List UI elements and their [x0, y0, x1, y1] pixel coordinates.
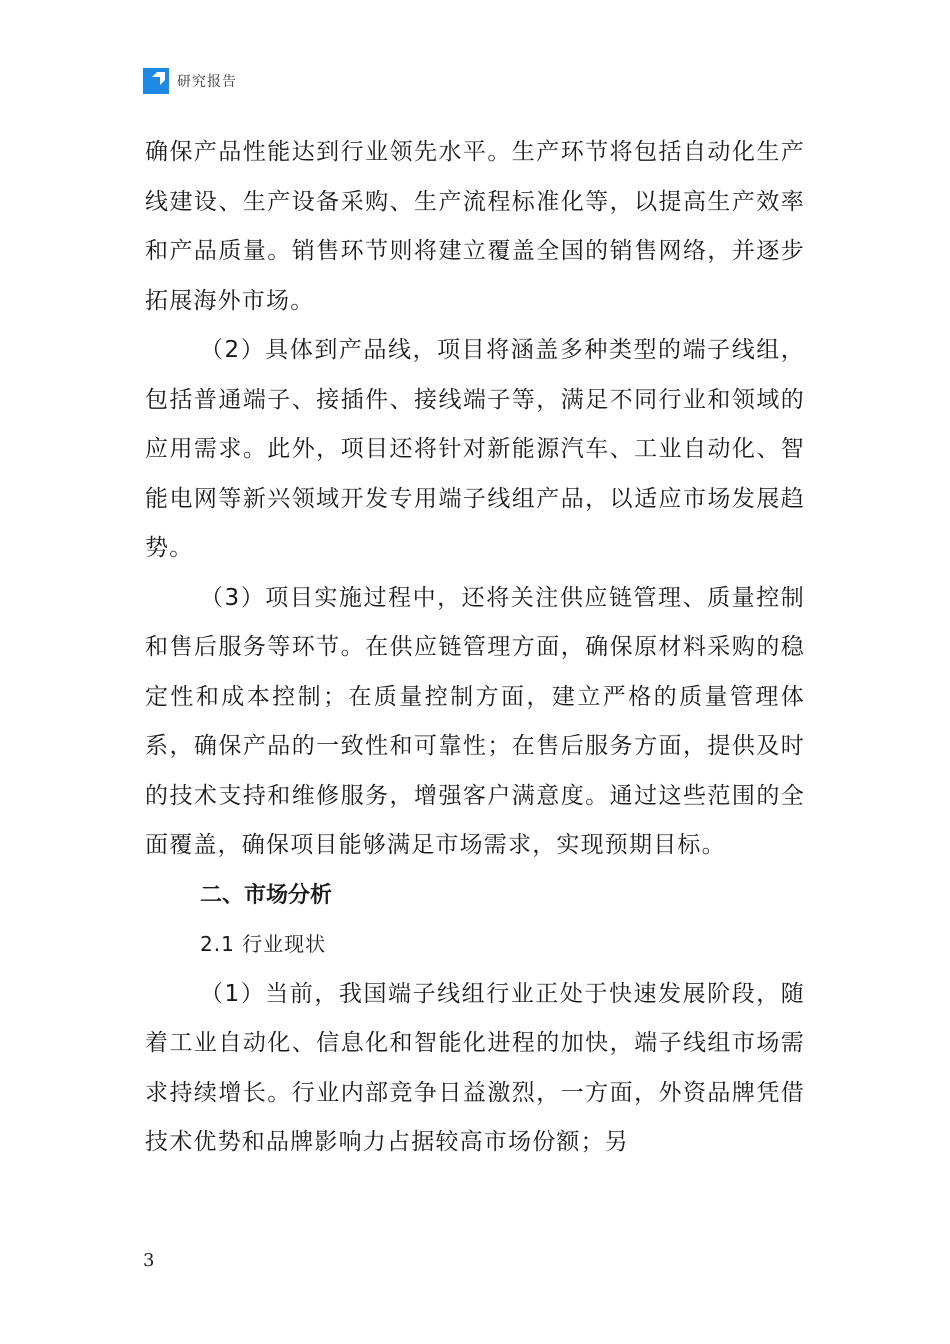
paragraph-industry-status: （1）当前，我国端子线组行业正处于快速发展阶段，随着工业自动化、信息化和智能化进程的加快，端子线组市场需求持续增长。行业内部竞争日益激烈，一方面，外资品牌凭借技术优势和品牌影响力占据较高市场份额；另	[145, 980, 805, 1155]
paragraph-item-2: （2）具体到产品线，项目将涵盖多种类型的端子线组，包括普通端子、接插件、接线端子等，满足不同行业和领域的应用需求。此外，项目还将针对新能源汽车、工业自动化、智能电网等新兴领域开发专用端子线组产品，以适应市场发展趋势。	[145, 337, 805, 561]
document-body	[145, 128, 805, 1168]
paragraph-continuation: 确保产品性能达到行业领先水平。生产环节将包括自动化生产线建设、生产设备采购、生产流程标准化等，以提高生产效率和产品质量。销售环节则将建立覆盖全国的销售网络，并逐步拓展海外市场。	[145, 139, 805, 314]
subsection-heading: 2.1 行业现状	[200, 932, 327, 956]
paragraph-item-3: （3）项目实施过程中，还将关注供应链管理、质量控制和售后服务等环节。在供应链管理方面，确保原材料采购的稳定性和成本控制；在质量控制方面，建立严格的质量管理体系，确保产品的一致性和可靠性；在售后服务方面，提供及时的技术支持和维修服务，增强客户满意度。通过这些范围的全面覆盖，确保项目能够满足市场需求，实现预期目标。	[145, 584, 805, 858]
page-number: 3	[143, 1250, 155, 1271]
header-title: 研究报告	[177, 74, 237, 90]
logo-arrow-icon	[143, 68, 169, 94]
section-heading: 二、市场分析	[200, 882, 333, 908]
page-header	[143, 68, 237, 94]
